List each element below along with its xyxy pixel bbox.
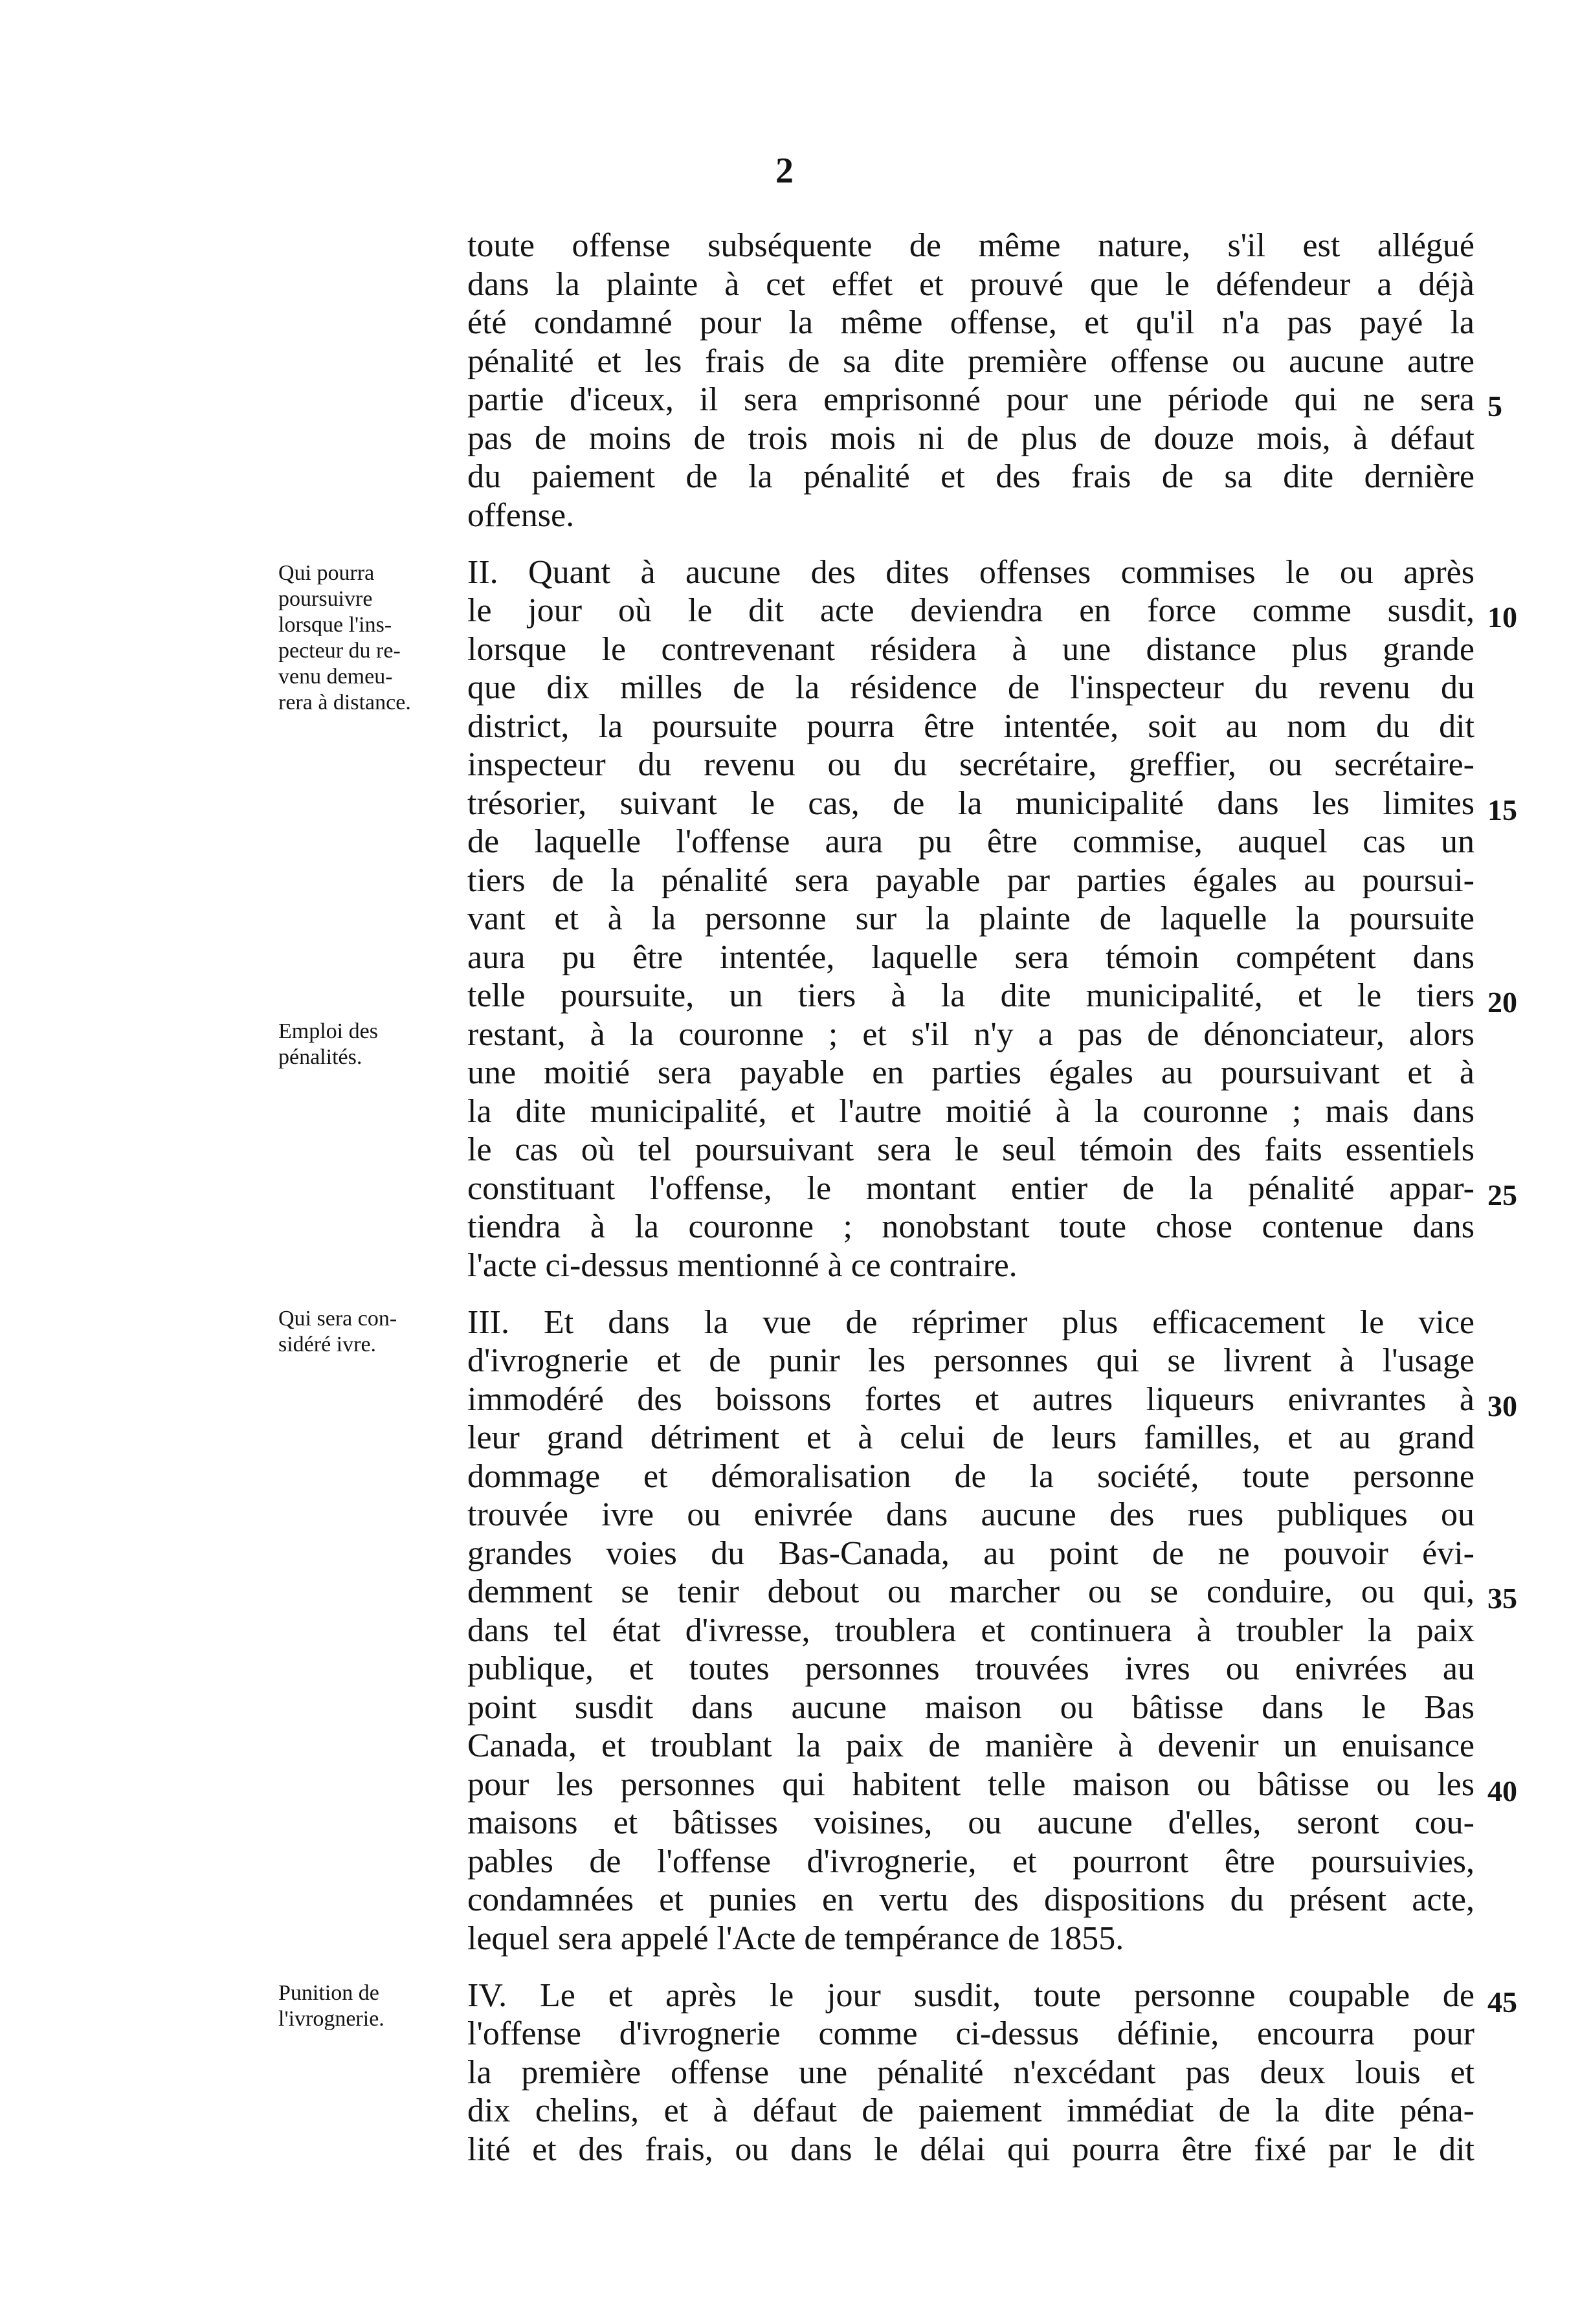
text-line: restant, à la couronne ; et s'il n'y a pas de dénonciateur, alors [467, 1016, 1474, 1053]
text-line: pas de moins de trois mois ni de plus de douze mois, à défaut [467, 420, 1474, 457]
margin-note-line: Punition de [278, 1981, 379, 2005]
text-line: pour les personnes qui habitent telle maison ou bâtisse ou les [467, 1766, 1474, 1803]
text-line: point susdit dans aucune maison ou bâtisse dans le Bas [467, 1689, 1474, 1726]
margin-note-line: pénalités. [278, 1045, 362, 1069]
text-line: l'acte ci-dessus mentionné à ce contraire. [467, 1247, 1018, 1284]
line-number: 25 [1487, 1179, 1517, 1212]
text-line: le cas où tel poursuivant sera le seul témoin des faits essentiels [467, 1131, 1474, 1168]
text-line: la dite municipalité, et l'autre moitié à la couronne ; mais dans [467, 1093, 1474, 1130]
text-line: été condamné pour la même offense, et qu'il n'a pas payé la [467, 304, 1474, 341]
margin-note-line: venu demeu- [278, 665, 393, 689]
line-number: 10 [1487, 601, 1517, 634]
text-line: partie d'iceux, il sera emprisonné pour une période qui ne sera [467, 381, 1474, 418]
margin-note-line: Emploi des [278, 1019, 378, 1043]
text-line: leur grand détriment et à celui de leurs familles, et au grand [467, 1419, 1474, 1456]
text-line: constituant l'offense, le montant entier de la pénalité appar- [467, 1170, 1474, 1207]
text-line: pénalité et les frais de sa dite première offense ou aucune autre [467, 343, 1474, 380]
text-line: une moitié sera payable en parties égales au poursuivant et à [467, 1054, 1474, 1091]
line-number: 40 [1487, 1775, 1517, 1808]
line-number: 15 [1487, 793, 1517, 826]
margin-note-line: pecteur du re- [278, 639, 401, 663]
page-number: 2 [775, 151, 794, 191]
line-number: 45 [1487, 1986, 1517, 2019]
text-line: telle poursuite, un tiers à la dite municipalité, et le tiers [467, 977, 1474, 1014]
text-line: lité et des frais, ou dans le délai qui pourra être fixé par le dit [467, 2131, 1474, 2168]
text-line: de laquelle l'offense aura pu être commise, auquel cas un [467, 823, 1474, 860]
text-line: dans la plainte à cet effet et prouvé que le défendeur a déjà [467, 266, 1474, 303]
text-line: la première offense une pénalité n'excédant pas deux louis et [467, 2054, 1474, 2091]
text-line: II. Quant à aucune des dites offenses commises le ou après [467, 554, 1474, 591]
text-line: le jour où le dit acte deviendra en force comme susdit, [467, 592, 1474, 629]
text-line: du paiement de la pénalité et des frais de sa dite dernière [467, 458, 1474, 495]
text-line: immodéré des boissons fortes et autres liqueurs enivrantes à [467, 1381, 1474, 1418]
text-line: inspecteur du revenu ou du secrétaire, greffier, ou secrétaire- [467, 746, 1474, 783]
text-line: toute offense subséquente de même nature, s'il est allégué [467, 227, 1474, 264]
margin-note-line: l'ivrognerie. [278, 2007, 384, 2031]
text-line: pables de l'offense d'ivrognerie, et pourront être poursuivies, [467, 1843, 1474, 1880]
margin-note-line: sidéré ivre. [278, 1333, 377, 1356]
text-line: trésorier, suivant le cas, de la municipalité dans les limites [467, 785, 1474, 822]
text-line: district, la poursuite pourra être intentée, soit au nom du dit [467, 708, 1474, 745]
text-line: lorsque le contrevenant résidera à une distance plus grande [467, 631, 1474, 668]
text-line: vant et à la personne sur la plainte de laquelle la poursuite [467, 900, 1474, 937]
text-line: que dix milles de la résidence de l'inspecteur du revenu du [467, 669, 1474, 706]
text-line: aura pu être intentée, laquelle sera témoin compétent dans [467, 939, 1474, 976]
text-line: dix chelins, et à défaut de paiement immédiat de la dite péna- [467, 2092, 1474, 2129]
text-line: maisons et bâtisses voisines, ou aucune d'elles, seront cou- [467, 1804, 1474, 1841]
text-line: tiers de la pénalité sera payable par parties égales au poursui- [467, 862, 1474, 899]
text-line: dommage et démoralisation de la société, toute personne [467, 1458, 1474, 1495]
text-line: l'offense d'ivrognerie comme ci-dessus définie, encourra pour [467, 2015, 1474, 2052]
text-line: d'ivrognerie et de punir les personnes qui se livrent à l'usage [467, 1342, 1474, 1379]
text-line: dans tel état d'ivresse, troublera et continuera à troubler la paix [467, 1612, 1474, 1649]
text-line: condamnées et punies en vertu des dispositions du présent acte, [467, 1881, 1474, 1918]
margin-note-line: rera à distance. [278, 691, 411, 714]
text-line: publique, et toutes personnes trouvées ivres ou enivrées au [467, 1650, 1474, 1687]
text-line: Canada, et troublant la paix de manière à devenir un enuisance [467, 1727, 1474, 1764]
text-line: demment se tenir debout ou marcher ou se conduire, ou qui, [467, 1573, 1474, 1610]
margin-note-line: Qui pourra [278, 561, 375, 585]
margin-note-line: poursuivre [278, 587, 373, 611]
text-line: offense. [467, 497, 575, 534]
margin-note-line: Qui sera con- [278, 1307, 397, 1331]
text-line: IV. Le et après le jour susdit, toute personne coupable de [467, 1977, 1474, 2014]
text-line: tiendra à la couronne ; nonobstant toute chose contenue dans [467, 1208, 1474, 1245]
margin-note-line: lorsque l'ins- [278, 613, 392, 637]
line-number: 20 [1487, 986, 1517, 1019]
text-line: grandes voies du Bas-Canada, au point de ne pouvoir évi- [467, 1535, 1474, 1572]
line-number: 35 [1487, 1582, 1517, 1615]
text-line: lequel sera appelé l'Acte de tempérance de 1855. [467, 1920, 1124, 1957]
text-line: trouvée ivre ou enivrée dans aucune des rues publiques ou [467, 1496, 1474, 1533]
line-number: 30 [1487, 1389, 1517, 1422]
text-line: III. Et dans la vue de réprimer plus efficacement le vice [467, 1304, 1474, 1341]
line-number: 5 [1487, 390, 1502, 423]
